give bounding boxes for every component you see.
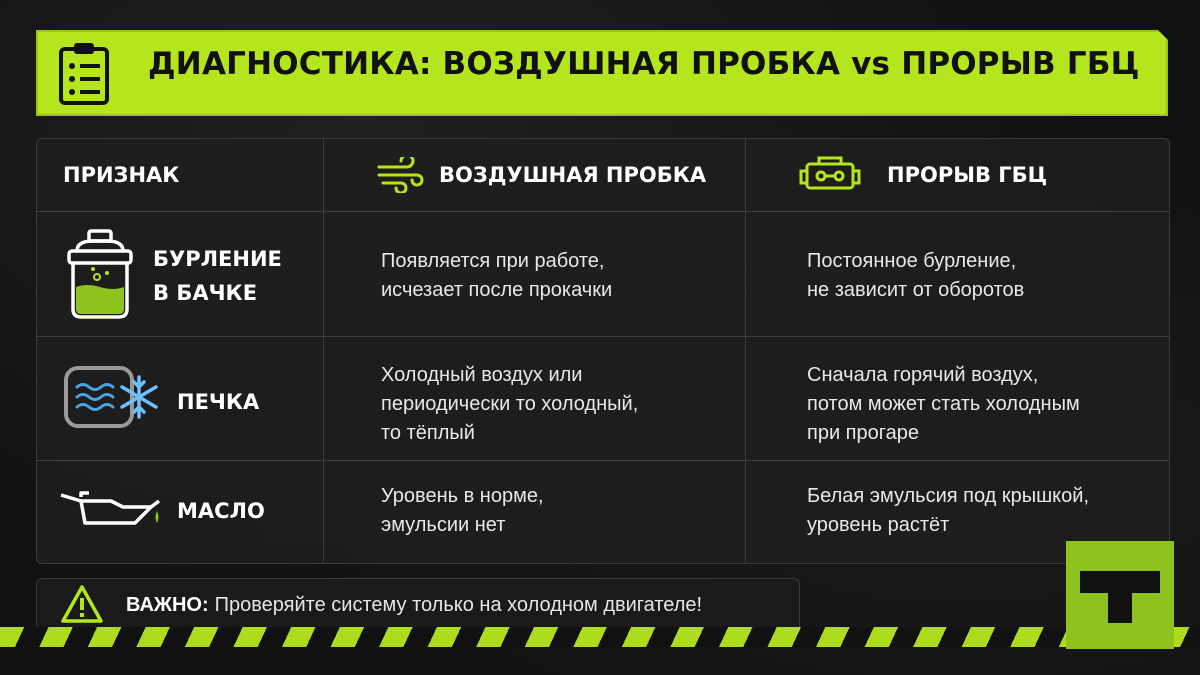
cell-gasket-heater: Сначала горячий воздух, потом может стать холодным при прогаре (807, 364, 1080, 444)
hazard-stripes (0, 627, 1200, 647)
engine-icon (799, 155, 861, 195)
oil-can-icon (59, 487, 163, 529)
row-label-bubbling: БУРЛЕНИЕ В БАЧКЕ (153, 247, 282, 305)
t-logo-glyph (1066, 541, 1174, 649)
cell-gasket-bubbling: Постоянное бурление, не зависит от оборотов (807, 250, 1025, 301)
column-divider (323, 139, 324, 563)
t-logo-icon (1066, 541, 1174, 649)
page-title: ДИАГНОСТИКА: ВОЗДУШНАЯ ПРОБКА vs ПРОРЫВ ГБЦ (148, 46, 1140, 82)
warning-label: ВАЖНО: (126, 594, 209, 616)
cell-air-oil: Уровень в норме, эмульсии нет (381, 485, 544, 536)
cell-gasket-oil: Белая эмульсия под крышкой, уровень растёт (807, 485, 1090, 536)
warning-icon (60, 584, 104, 624)
warning-message (126, 594, 702, 617)
header-gasket: ПРОРЫВ ГБЦ (887, 163, 1048, 187)
cell-air-heater: Холодный воздух или периодически то холодный, то тёплый (381, 364, 639, 444)
wind-icon (377, 157, 425, 193)
checklist-icon (56, 40, 112, 106)
header-air-lock: ВОЗДУШНАЯ ПРОБКА (439, 163, 707, 187)
banner-notch (1158, 30, 1172, 44)
header-symptom: ПРИЗНАК (63, 163, 180, 187)
comparison-table (36, 138, 1170, 564)
row-label-heater: ПЕЧКА (177, 390, 260, 414)
cell-air-bubbling: Появляется при работе, исчезает после прокачки (381, 250, 613, 301)
row-divider (37, 460, 1169, 461)
column-divider (745, 139, 746, 563)
row-label-oil: МАСЛО (177, 499, 265, 523)
coolant-tank-icon (63, 229, 137, 321)
heater-snowflake-icon (63, 365, 161, 429)
row-divider (37, 336, 1169, 337)
row-divider (37, 211, 1169, 212)
warning-text: Проверяйте систему только на холодном двигателе! (214, 594, 703, 616)
